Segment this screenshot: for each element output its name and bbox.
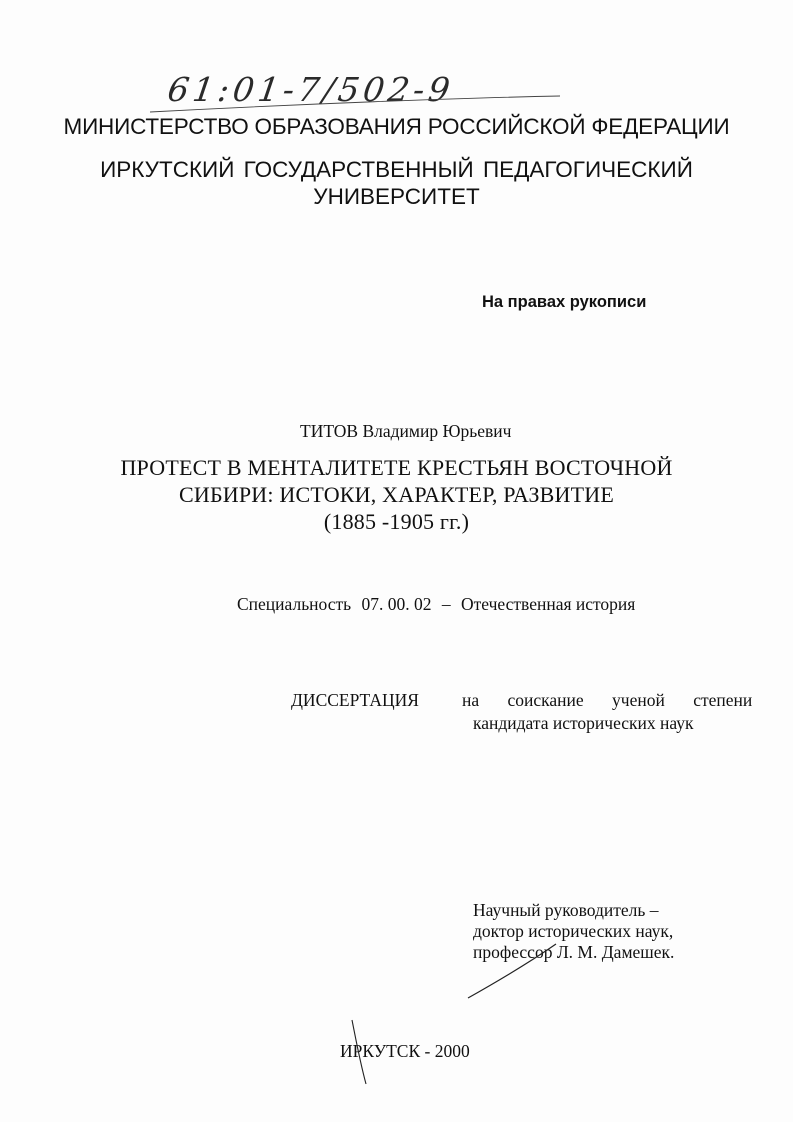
title-line2: СИБИРИ: ИСТОКИ, ХАРАКТЕР, РАЗВИТИЕ xyxy=(178,482,614,507)
advisor-line1: Научный руководитель – xyxy=(473,900,659,920)
author-name: ТИТОВ Владимир Юрьевич xyxy=(300,421,512,441)
university-name-line1: ИРКУТСКИЙ ГОСУДАРСТВЕННЫЙ ПЕДАГОГИЧЕСКИЙ xyxy=(100,157,693,182)
specialty-label: Специальность xyxy=(237,594,352,614)
degree-line1: на соискание ученой степени xyxy=(462,690,753,710)
specialty-separator: – xyxy=(441,594,451,614)
title-line1: ПРОТЕСТ В МЕНТАЛИТЕТЕ КРЕСТЬЯН ВОСТОЧНОЙ xyxy=(120,455,673,480)
scientific-advisor xyxy=(473,900,674,963)
advisor-line3: профессор Л. М. Дамешек. xyxy=(473,942,675,962)
ministry-heading: МИНИСТЕРСТВО ОБРАЗОВАНИЯ РОССИЙСКОЙ ФЕДЕРАЦИИ xyxy=(63,114,730,139)
dissertation-label: ДИССЕРТАЦИЯ xyxy=(291,690,419,710)
dissertation-title xyxy=(0,454,793,535)
degree-line2: кандидата исторических наук xyxy=(473,713,694,733)
advisor-line2: доктор исторических наук, xyxy=(473,921,674,941)
specialty-code: 07. 00. 02 xyxy=(361,594,432,614)
specialty-name: Отечественная история xyxy=(461,594,636,614)
handwritten-catalog-number: 61:01-7/502-9 xyxy=(165,70,457,109)
university-name-line2: УНИВЕРСИТЕТ xyxy=(313,184,480,209)
city-year: ИРКУТСК - 2000 xyxy=(340,1041,470,1061)
title-line3: (1885 -1905 гг.) xyxy=(323,509,470,534)
specialty-line xyxy=(237,594,641,615)
manuscript-rights-note: На правах рукописи xyxy=(482,293,647,311)
